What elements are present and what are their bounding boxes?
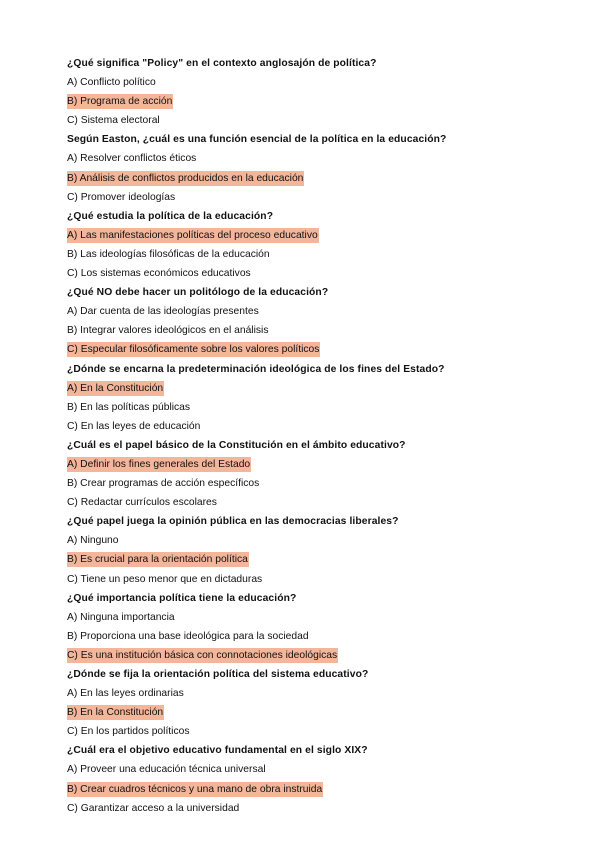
answer-option-text: A) En la Constitución [67,382,164,394]
answer-option-text: C) Redactar currículos escolares [67,497,217,509]
answer-option-text: B) Crear programas de acción específicos [67,478,260,490]
answer-option-text: B) Integrar valores ideológicos en el análisis [67,325,269,337]
question-text: ¿Qué importancia política tiene la educación? [67,592,297,604]
question-text: ¿Qué significa "Policy" en el contexto anglosajón de política? [67,58,377,69]
question-text: ¿Qué estudia la política de la educación? [67,210,274,222]
quiz-document [67,54,587,818]
question-block [67,283,587,359]
question-block [67,665,587,741]
answer-option-text: C) Promover ideologías [67,191,176,203]
answer-option-text: C) Garantizar acceso a la universidad [67,802,240,814]
answer-option [67,188,587,207]
question-block [67,589,587,665]
question-text: ¿Dónde se encarna la predeterminación ideológica de los fines del Estado? [67,363,445,375]
answer-option-text: C) Especular filosóficamente sobre los valores políticos [67,344,320,356]
answer-option-correct [67,92,587,111]
question-text: ¿Cuál era el objetivo educativo fundamental en el siglo XIX? [67,745,368,757]
answer-option-correct [67,169,587,188]
question-block [67,741,587,817]
answer-option-text: C) En los partidos políticos [67,726,190,738]
answer-option [67,474,587,493]
answer-option-correct [67,646,587,665]
answer-option-correct [67,226,587,245]
answer-option [67,608,587,627]
question-text: ¿Dónde se fija la orientación política del sistema educativo? [67,669,369,680]
answer-option-correct [67,455,587,474]
answer-option-text: B) Es crucial para la orientación política [67,554,248,566]
answer-option [67,245,587,264]
question-block [67,54,587,130]
answer-option-text: A) Ninguno [67,535,119,547]
answer-option-text: A) Las manifestaciones políticas del proceso educativo [67,229,318,241]
answer-option [67,493,587,512]
answer-option-text: B) Crear cuadros técnicos y una mano de obra instruida [67,783,323,795]
answer-option [67,570,587,589]
answer-option-text: B) En las políticas públicas [67,401,191,413]
answer-option-text: A) Resolver conflictos éticos [67,153,197,165]
answer-option-text: A) Definir los fines generales del Estado [67,458,251,470]
question-block [67,436,587,512]
answer-option [67,264,587,283]
answer-option-text: B) Las ideologías filosóficas de la educación [67,248,270,260]
answer-option-text: A) Conflicto político [67,77,156,89]
answer-option [67,398,587,417]
question-block [67,130,587,206]
answer-option [67,321,587,340]
answer-option [67,531,587,550]
answer-option-text: B) Análisis de conflictos producidos en la educación [67,172,304,184]
answer-option-text: A) Dar cuenta de las ideologías presentes [67,306,259,318]
question-block [67,207,587,283]
question-text: ¿Qué papel juega la opinión pública en las democracias liberales? [67,516,399,528]
answer-option [67,722,587,741]
answer-option [67,111,587,130]
answer-option-correct [67,340,587,359]
answer-option-text: C) Los sistemas económicos educativos [67,268,251,280]
answer-option [67,627,587,646]
answer-option-text: B) Programa de acción [67,96,173,108]
answer-option-correct [67,550,587,569]
question-block [67,512,587,588]
answer-option-text: C) Es una institución básica con connotaciones ideológicas [67,649,338,661]
answer-option-text: C) Tiene un peso menor que en dictaduras [67,573,263,585]
question-block [67,360,587,436]
answer-option [67,799,587,818]
answer-option-correct [67,379,587,398]
answer-option-text: B) Proporciona una base ideológica para la sociedad [67,630,309,642]
answer-option-correct [67,780,587,799]
answer-option-correct [67,703,587,722]
answer-option-text: A) En las leyes ordinarias [67,688,184,700]
answer-option-text: B) En la Constitución [67,707,164,719]
answer-option-text: C) Sistema electoral [67,115,160,127]
answer-option [67,684,587,703]
answer-option [67,417,587,436]
answer-option [67,149,587,168]
answer-option-text: A) Proveer una educación técnica universal [67,764,266,776]
answer-option-text: A) Ninguna importancia [67,611,175,623]
answer-option-text: C) En las leyes de educación [67,420,201,432]
answer-option [67,73,587,92]
question-text: ¿Qué NO debe hacer un politólogo de la educación? [67,287,329,299]
answer-option [67,760,587,779]
answer-option [67,302,587,321]
question-text: Según Easton, ¿cuál es una función esencial de la política en la educación? [67,134,447,146]
question-text: ¿Cuál es el papel básico de la Constitución en el ámbito educativo? [67,439,406,451]
